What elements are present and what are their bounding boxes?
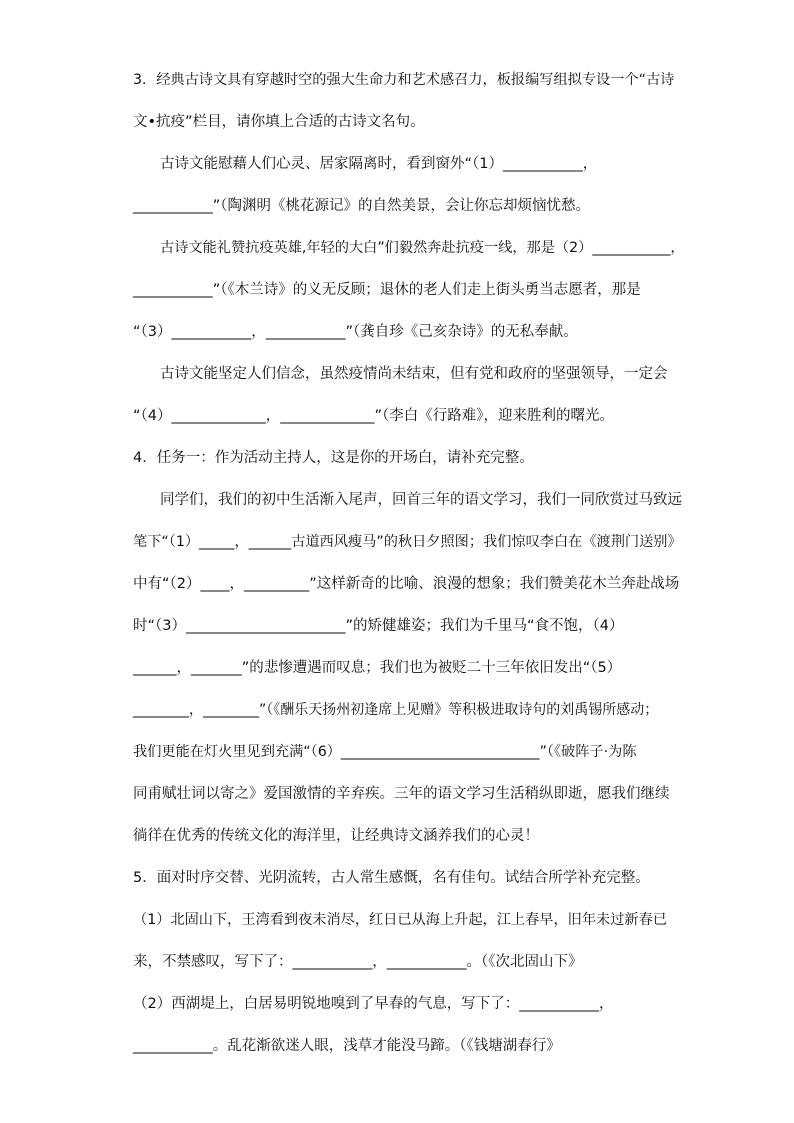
q3-text-line: 3．经典古诗文具有穿越时空的强大生命力和艺术感召力，板报编写组拟专设一个“古诗 [133, 72, 675, 88]
q4-text-line: 同学们，我们的初中生活渐入尾声，回首三年的语文学习，我们一同欣赏过马致远 [160, 492, 682, 508]
q4-text-line: 徜徉在优秀的传统文化的海洋里，让经典诗文涵养我们的心灵！ [133, 828, 539, 844]
q4-text-line: 4．任务一：作为活动主持人，这是你的开场白，请补充完整。 [133, 450, 534, 466]
q4-text-line: 我们更能在灯火里见到充满“（6）____________________________”（《破阵子·为陈 [133, 744, 637, 760]
q3-text-line: “（3）___________，___________”（龚自珍《己亥杂诗》的无私奉献。 [133, 324, 578, 340]
q4-text-line: 中有“（2）____，_________”这样新奇的比喻、浪漫的想象；我们赞美花木兰奔赴战场 [133, 576, 680, 592]
q3-text-line: 古诗文能慰藉人们心灵、居家隔离时，看到窗外“（1）___________， [160, 156, 598, 172]
q5-text-line: （2）西湖堤上，白居易明锐地嗅到了早春的气息，写下了：___________， [133, 996, 614, 1012]
q4-text-line: 时“（3）______________________”的矫健雄姿；我们为千里马“食不饱，（4） [133, 618, 624, 634]
q3-text-line: 文•抗疫”栏目，请你填上合适的古诗文名句。 [133, 114, 425, 130]
q5-text-line: 5．面对时序交替、光阴流转，古人常生感慨，名有佳句。试结合所学补充完整。 [133, 870, 650, 886]
q5-text-line: 来，不禁感叹，写下了：___________，___________。（《次北固山下》 [133, 954, 583, 970]
q4-text-line: 笔下“（1）_____，______古道西风瘦马”的秋日夕照图；我们惊叹李白在《渡荆门送别》 [133, 534, 682, 550]
q4-text-line: ________，________”（《酬乐天扬州初逢席上见赠》等积极进取诗句的刘禹锡所感动； [133, 702, 659, 718]
q5-text-line: ___________。乱花渐欲迷人眼，浅草才能没马蹄。（《钱塘湖春行》 [133, 1038, 561, 1054]
q5-text-line: （1）北固山下，王湾看到夜未消尽，红日已从海上升起，江上春早，旧年未过新春已 [133, 912, 667, 928]
q3-text-line: ___________”（《木兰诗》的义无反顾；退休的老人们走上街头勇当志愿者，那是 [133, 282, 641, 298]
q3-text-line: ___________”（陶渊明《桃花源记》的自然美景，会让你忘却烦恼忧愁。 [133, 198, 591, 214]
q3-text-line: 古诗文能礼赞抗疫英雄,年轻的大白”们毅然奔赴抗疫一线，那是（2）___________， [160, 240, 685, 256]
q3-text-line: “（4）_____________，_____________”（李白《行路难》，迎来胜利的曙光。 [133, 408, 614, 424]
q4-text-line: ______，_______”的悲惨遭遇而叹息；我们也为被贬二十三年依旧发出“（5） [133, 660, 622, 676]
q4-text-line: 同甫赋壮词以寄之》爱国激情的辛弃疾。三年的语文学习生活稍纵即逝，愿我们继续 [133, 786, 670, 802]
q3-text-line: 古诗文能坚定人们信念，虽然疫情尚未结束，但有党和政府的坚强领导，一定会 [160, 366, 668, 382]
